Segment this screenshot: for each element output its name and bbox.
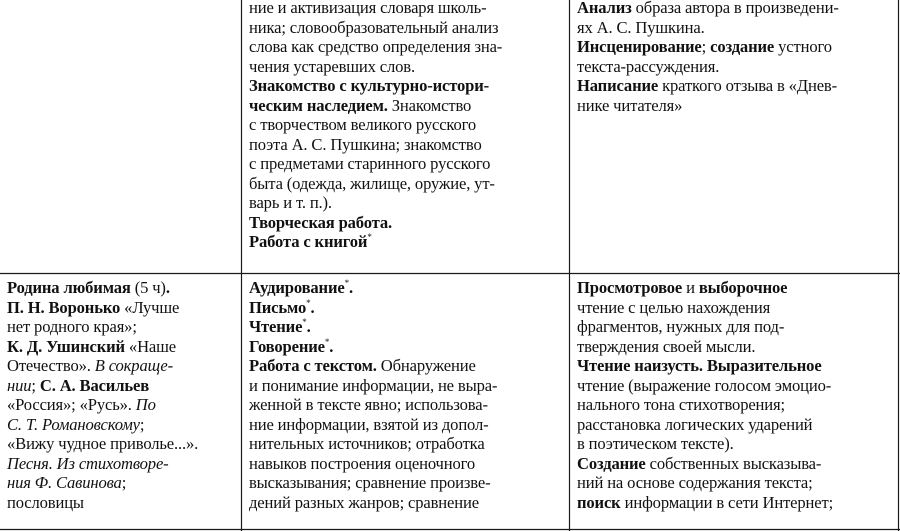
text-run: * [306,297,311,308]
text-run: Анализ [577,0,632,17]
text-line [577,395,895,415]
text-run: Обнаружение [376,356,476,375]
text-line [249,278,561,298]
text-line [7,356,237,376]
text-line [249,232,561,252]
text-line [577,96,895,116]
text-line [577,376,895,396]
text-run: нет родного края»; [7,317,137,336]
text-run: С. А. Васильев [39,375,150,395]
text-run: * [367,232,372,242]
text-run: ника; словообразовательный анализ [249,17,499,37]
text-run: ях А. С. Пушкина. [577,17,705,37]
text-line [249,213,561,233]
text-line [577,76,895,96]
text-run: * [324,336,330,347]
text-run: (5 ч) [130,278,166,297]
text-line [7,454,237,474]
text-line [7,317,237,337]
text-line [577,454,895,474]
text-run: дений разных жанров; сравнение [249,492,479,512]
text-line [249,115,561,135]
text-run: С. Т. Романовскому [7,414,140,434]
text-run: навыков построения оценочного [249,453,475,473]
text-run: нии [7,375,32,395]
text-run: с творчеством великого русского [249,115,477,134]
text-line [249,317,561,337]
text-run: По [135,395,156,414]
text-run: текста-рассуждения. [577,56,720,76]
text-run: поиск [577,492,621,512]
text-run: ческим наследием. [249,95,388,115]
text-run: ния Ф. Савинова [7,473,122,492]
text-line [7,395,237,415]
text-run: чтение (выражение голосом эмоцио- [577,375,832,395]
text-run: Письмо [249,297,307,317]
text-line [249,57,561,77]
text-line [577,434,895,454]
text-line [577,0,895,18]
text-run: . [348,278,353,297]
text-run: ний на основе содержания текста; [577,473,813,492]
text-run: Написание [577,76,659,95]
text-run: «Лучше [120,297,180,317]
text-run: Песня. Из стихотворе- [7,453,169,473]
text-line [249,415,561,435]
cell-row2-content [249,278,561,512]
text-line [249,135,561,155]
text-run: варь и т. п.). [249,193,332,212]
text-run: Знакомство с культурно-истори- [249,76,490,95]
text-line [249,76,561,96]
text-run: нике читателя» [577,95,683,115]
text-run: расстановка логических ударений [577,414,813,434]
text-line [7,278,237,298]
text-line [7,434,237,454]
text-run: ; [701,37,711,56]
text-run: пословицы [7,492,84,512]
text-run: Создание [577,453,646,473]
text-run: В сокраще- [94,356,173,375]
text-line [249,298,561,318]
text-line [7,493,237,513]
cell-row2-theme [7,278,237,512]
text-run: ; [31,375,40,395]
text-run: поэта А. С. Пушкина; знакомство [249,134,482,154]
text-line [249,434,561,454]
text-line [7,376,237,396]
text-run: Говорение [249,336,325,356]
text-line [249,37,561,57]
text-run: Работа с книгой [249,232,368,251]
text-run: выборочное [698,278,788,297]
text-run: Родина любимая [7,278,131,297]
cell-row1-content [249,0,561,252]
cell-row1-activities [577,0,895,115]
text-run: * [302,317,307,327]
text-run: фрагментов, нужных для под- [577,317,785,336]
text-line [577,493,895,513]
text-run: . [310,297,315,317]
text-line [7,415,237,435]
text-run: Просмотровое [577,278,683,297]
text-run: * [344,278,349,288]
text-run: тверждения своей мысли. [577,336,756,356]
text-run: слова как средство определения зна- [249,37,503,56]
text-line [577,298,895,318]
text-run: чтение с целью нахождения [577,297,771,317]
text-line [249,493,561,513]
text-run: собственных высказыва- [645,453,822,473]
text-line [577,37,895,57]
text-line [249,376,561,396]
text-run: Аудирование [249,278,345,297]
text-line [249,454,561,474]
text-run: создание [710,37,775,56]
text-run: чения устаревших слов. [249,56,415,76]
text-line [249,337,561,357]
text-line [577,473,895,493]
text-run: Чтение наизусть. Выразительное [577,356,822,375]
text-run: образа автора в произведени- [631,0,839,17]
text-run: К. Д. Ушинский [7,336,125,356]
text-run: информации в сети Интернет; [620,492,834,512]
text-run: «Вижу чудное приволье...». [7,434,199,453]
text-line [577,337,895,357]
text-run: ние информации, взятой из допол- [249,414,489,434]
text-line [577,356,895,376]
text-run: Отечество». [7,356,95,375]
text-line [249,356,561,376]
text-line [249,193,561,213]
text-line [249,96,561,116]
text-run: ; [139,414,145,434]
text-run: быта (одежда, жилище, оружие, ут- [249,173,495,193]
text-line [577,415,895,435]
text-run: нального тона стихотворения; [577,395,785,414]
text-run: и [682,278,699,297]
text-line [7,473,237,493]
text-run: нительных источников; отработка [249,434,485,453]
text-line [249,395,561,415]
text-line [7,298,237,318]
text-run: Инсценирование [577,37,702,56]
text-run: Работа с текстом. [249,356,377,375]
text-line [249,18,561,38]
text-run: Знакомство [387,95,472,115]
text-line [7,337,237,357]
text-line [249,154,561,174]
text-run: устного [774,37,832,56]
text-run: ние и активизация словаря школь- [249,0,487,17]
text-run: в поэтическом тексте). [577,434,734,453]
text-run: Творческая работа. [249,212,393,232]
text-run: . [165,278,170,297]
text-run: . [306,317,311,336]
text-run: «Россия»; «Русь». [7,395,136,414]
text-line [577,18,895,38]
text-line [577,278,895,298]
cell-row2-activities [577,278,895,512]
text-run: с предметами старинного русского [249,154,491,173]
text-run: женной в тексте явно; использова- [249,395,488,414]
text-line [577,317,895,337]
text-run: и понимание информации, не выра- [249,375,498,395]
text-line [577,57,895,77]
text-run: . [329,336,334,356]
text-run: П. Н. Воронько [7,297,121,317]
text-run: краткого отзыва в «Днев- [658,76,837,95]
text-line [249,174,561,194]
text-run: Чтение [249,317,303,336]
text-line [249,473,561,493]
text-run: «Наше [124,336,176,356]
text-run: ; [121,473,127,492]
text-run: высказывания; сравнение произве- [249,473,491,492]
text-line [249,0,561,18]
